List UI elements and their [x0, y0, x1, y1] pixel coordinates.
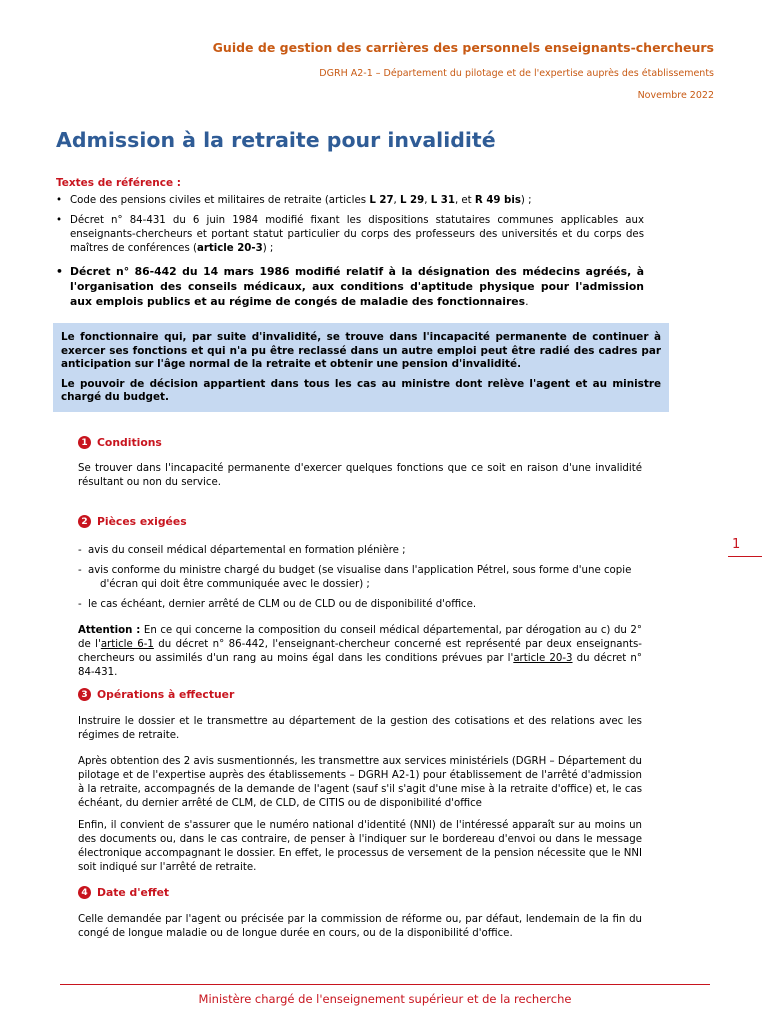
section-text: Celle demandée par l'agent ou précisée par la commission de réforme ou, par défaut, lendemain de la fin du congé de longue maladie ou de longue durée en cours, ou de la disponibilité d'office.: [78, 914, 642, 939]
section-conditions: [78, 436, 642, 490]
number-4-icon: 4: [78, 886, 91, 899]
footer-ministry: Ministère chargé de l'enseignement supérieur et de la recherche: [198, 992, 572, 1006]
reference-item: • Code des pensions civiles et militaires de retraite (articles L 27, L 29, L 31, et R 49 bis) ;: [56, 195, 532, 206]
section-text: Instruire le dossier et le transmettre au département de la gestion des cotisations et des relations avec les régimes de retraite.: [78, 716, 642, 741]
section-text: Se trouver dans l'incapacité permanente d'exercer quelques fonctions que ce soit en raison d'une invalidité résultant ou non du service.: [78, 463, 642, 488]
attention-note: Attention : En ce qui concerne la composition du conseil médical départemental, par dérogation au c) du 2° de l'article 6-1 du décret n° 86-442, l'enseignant-chercheur concerné est représenté par deux enseignants-chercheurs ou assimilés d'un rang au moins égal dans les conditions prévues par l'article 20-3 du décret n° 84-431.: [78, 625, 642, 678]
article-20-3-link[interactable]: article 20-3: [513, 653, 573, 664]
section-heading: 1 Conditions: [78, 436, 642, 449]
reference-item: • Décret n° 86-442 du 14 mars 1986 modifié relatif à la désignation des médecins agréés, à l'organisation des conseils médicaux, aux conditions d'aptitude physique pour l'admission aux emplois publics et au régime de congés de maladie des fonctionnaires.: [56, 265, 644, 308]
bullet-icon: •: [56, 265, 63, 278]
section-heading: 3 Opérations à effectuer: [78, 688, 642, 701]
bullet-icon: •: [56, 195, 63, 206]
section-operations: [78, 688, 642, 875]
page-title: Admission à la retraite pour invalidité: [56, 128, 496, 152]
header-guide-title: Guide de gestion des carrières des personnels enseignants-chercheurs: [212, 40, 714, 55]
section-heading: 4 Date d'effet: [78, 886, 642, 899]
page-number: 1: [732, 537, 741, 552]
bullet-icon: •: [56, 215, 63, 226]
number-3-icon: 3: [78, 688, 91, 701]
header-department: DGRH A2-1 – Département du pilotage et de l'expertise auprès des établissements: [319, 68, 714, 79]
summary-box: [53, 323, 669, 412]
section-heading: 2 Pièces exigées: [78, 515, 642, 528]
footer-divider: [60, 984, 710, 985]
summary-paragraph: Le pouvoir de décision appartient dans tous les cas au ministre dont relève l'agent et au ministre chargé du budget.: [61, 377, 661, 404]
number-2-icon: 2: [78, 515, 91, 528]
header-date: Novembre 2022: [637, 90, 714, 101]
number-1-icon: 1: [78, 436, 91, 449]
list-item: - avis conforme du ministre chargé du budget (se visualise dans l'application Pétrel, sous forme d'une copie d'écran qui doit être communiquée avec le dossier) ;: [78, 565, 632, 590]
reference-item: • Décret n° 84-431 du 6 juin 1984 modifié fixant les dispositions statutaires communes applicables aux enseignants-chercheurs et portant statut particulier du corps des professeurs des universités et du corps des maîtres de conférences (article 20-3) ;: [56, 215, 644, 254]
summary-paragraph: Le fonctionnaire qui, par suite d'invalidité, se trouve dans l'incapacité permanente de continuer à exercer ses fonctions et qui n'a pu être reclassé dans un autre emploi peut être radié des cadres par anticipation sur l'âge normal de la retraite et obtenir une pension d'invalidité.: [61, 331, 661, 371]
page-number-rule: [728, 556, 762, 557]
references-heading: Textes de référence :: [56, 177, 181, 189]
list-item: - avis du conseil médical départemental en formation plénière ;: [78, 545, 406, 556]
article-6-1-link[interactable]: article 6-1: [100, 639, 154, 650]
section-text: Après obtention des 2 avis susmentionnés, les transmettre aux services ministériels (DGRH – Département du pilotage et de l'expertise auprès des établissements – DGRH A2-1) pour établissement de l'arrêté d'admission à la retraite, accompagnés de la demande de l'agent (sauf s'il s'agit d'une mise à la retraite d'office) et, le cas échéant, du dernier arrêté de CLM, de CLD, de CITIS ou de disponibilité d'office: [78, 756, 642, 809]
section-text: Enfin, il convient de s'assurer que le numéro national d'identité (NNI) de l'intéressé apparaît sur au moins un des documents ou, dans le cas contraire, de penser à l'indiquer sur le bordereau d'envoi ou dans le message électronique accompagnant le dossier. En effet, le processus de versement de la pension nécessite que le NNI soit indiqué sur l'arrêté de retraite.: [78, 820, 642, 873]
references-list: [56, 194, 644, 315]
section-date-effet: [78, 886, 642, 941]
section-pieces: [78, 515, 642, 680]
list-item: - le cas échéant, dernier arrêté de CLM ou de CLD ou de disponibilité d'office.: [78, 599, 477, 610]
